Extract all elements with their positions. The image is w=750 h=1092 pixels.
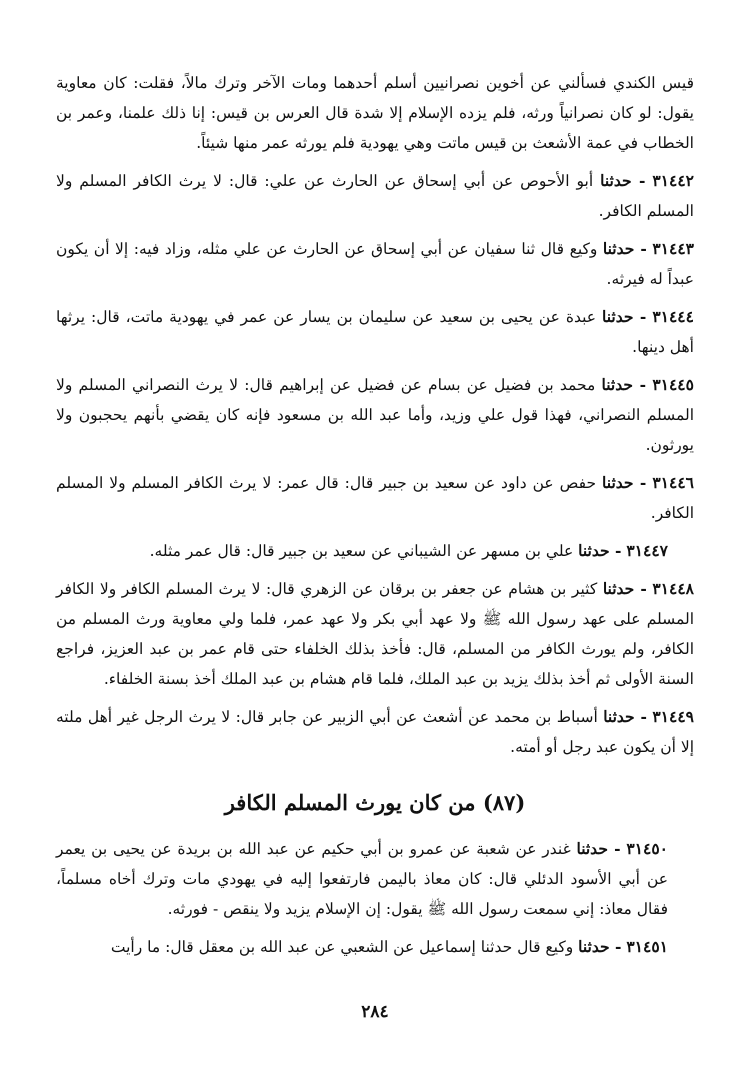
hadith-number: ٣١٤٥٠ (626, 839, 668, 858)
hadith-text: وكيع قال ثنا سفيان عن أبي إسحاق عن الحارث عن علي مثله، وزاد فيه: إلا أن يكون عبداً له فيرثه. (56, 240, 694, 288)
hadith-31451: ٣١٤٥١ - حدثنا وكيع قال حدثنا إسماعيل عن الشعبي عن عبد الله بن معقل قال: ما رأيت (110, 937, 668, 956)
hadith-31443: ٣١٤٤٣ - حدثنا وكيع قال ثنا سفيان عن أبي إسحاق عن الحارث عن علي مثله، وزاد فيه: إلا أن يكون عبداً له فيرثه. (56, 239, 694, 288)
hadith-number: ٣١٤٤٦ (652, 473, 694, 492)
hadith-text: كثير بن هشام عن جعفر بن برقان عن الزهري قال: لا يرث المسلم الكافر ولا الكافر المسلم على عهد رسول الله ﷺ ولا عهد أبي بكر ولا عهد عمر، فلما ولي معاوية ورث المسلم من الكافر، ولم يورث الكافر من المسلم، قال: فأخذ بذلك الخلفاء حتى قام عمر بن عبد العزيز، فراجع السنة الأولى ثم أخذ بذلك يزيد بن عبد الملك، فلما قام هشام بن عبد الملك أخذ بسنة الخلفاء. (56, 580, 694, 688)
hadith-number: ٣١٤٤٢ (652, 171, 694, 190)
hadith-text: عبدة عن يحيى بن سعيد عن سليمان بن يسار عن عمر في يهودية ماتت، قال: يرثها أهل دينها. (56, 308, 694, 356)
hadith-text: محمد بن فضيل عن بسام عن فضيل عن إبراهيم قال: لا يرث النصراني المسلم ولا المسلم النصراني، فهذا قول علي وزيد، وأما عبد الله بن مسعود فإنه كان يقضي بأنهم يحجبون ولا يورثون. (56, 376, 694, 454)
hadith-number: ٣١٤٥١ (626, 937, 668, 956)
hadith-head: حدثنا (576, 839, 608, 858)
hadith-31445: ٣١٤٤٥ - حدثنا محمد بن فضيل عن بسام عن فضيل عن إبراهيم قال: لا يرث النصراني المسلم ولا المسلم النصراني، فهذا قول علي وزيد، وأما عبد الله بن مسعود فإنه كان يقضي بأنهم يحجبون ولا يورثون. (56, 375, 694, 454)
hadith-head: حدثنا (578, 541, 610, 560)
hadith-text: أسباط بن محمد عن أشعث عن أبي الزبير عن جابر قال: لا يرث الرجل غير أهل ملته إلا أن يكون عبد رجل أو أمته. (56, 708, 694, 756)
hadith-31444: ٣١٤٤٤ - حدثنا عبدة عن يحيى بن سعيد عن سليمان بن يسار عن عمر في يهودية ماتت، قال: يرثها أهل دينها. (56, 307, 694, 356)
hadith-text: غندر عن شعبة عن عمرو بن أبي حكيم عن عبد الله بن بريدة عن يحيى بن يعمر عن أبي الأسود الدئلي قال: كان معاذ باليمن فارتفعوا إليه في يهودي مات وترك أخاه مسلماً، فقال معاذ: إني سمعت رسول الله ﷺ يقول: إن الإسلام يزيد ولا ينقص - فورثه. (56, 840, 668, 918)
hadith-31442: ٣١٤٤٢ - حدثنا أبو الأحوص عن أبي إسحاق عن الحارث عن علي: قال: لا يرث الكافر المسلم ولا المسلم الكافر. (56, 171, 694, 220)
hadith-31450: ٣١٤٥٠ - حدثنا غندر عن شعبة عن عمرو بن أبي حكيم عن عبد الله بن بريدة عن يحيى بن يعمر عن أبي الأسود الدئلي قال: كان معاذ باليمن فارتفعوا إليه في يهودي مات وترك أخاه مسلماً، فقال معاذ: إني سمعت رسول الله ﷺ يقول: إن الإسلام يزيد ولا ينقص - فورثه. (56, 839, 668, 918)
hadith-number: ٣١٤٤٣ (652, 239, 694, 258)
hadith-number: ٣١٤٤٤ (652, 307, 694, 326)
hadith-head: حدثنا (601, 375, 633, 394)
hadith-head: حدثنا (602, 579, 635, 598)
hadith-number: ٣١٤٤٧ (626, 541, 668, 560)
hadith-text: علي بن مسهر عن الشيباني عن سعيد بن جبير قال: قال عمر مثله. (149, 542, 574, 560)
hadith-text: وكيع قال حدثنا إسماعيل عن الشعبي عن عبد الله بن معقل قال: ما رأيت (110, 938, 574, 956)
hadith-head: حدثنا (600, 171, 632, 190)
intro-text: قيس الكندي فسألني عن أخوين نصرانيين أسلم أحدهما ومات الآخر وترك مالاً، فقلت: كان معاوية يقول: لو كان نصرانياً ورثه، فلم يزده الإسلام إلا شدة قال العرس بن قيس: إنا ذلك علمنا، وعمر بن الخطاب في عمة الأشعث بن قيس ماتت وهي يهودية فلم يورثه عمر منها شيئاً. (56, 74, 694, 152)
intro-paragraph (56, 68, 694, 158)
page-number: ٢٨٤ (361, 1002, 389, 1022)
chapter-heading: (٨٧) من كان يورث المسلم الكافر (224, 790, 526, 815)
hadith-number: ٣١٤٤٨ (652, 579, 694, 598)
hadith-number: ٣١٤٤٩ (652, 707, 694, 726)
hadith-31446: ٣١٤٤٦ - حدثنا حفص عن داود عن سعيد بن جبير قال: قال عمر: لا يرث الكافر المسلم ولا المسلم الكافر. (56, 473, 694, 522)
hadith-31449: ٣١٤٤٩ - حدثنا أسباط بن محمد عن أشعث عن أبي الزبير عن جابر قال: لا يرث الرجل غير أهل ملته إلا أن يكون عبد رجل أو أمته. (56, 707, 694, 756)
hadith-head: حدثنا (602, 473, 634, 492)
hadith-text: حفص عن داود عن سعيد بن جبير قال: قال عمر: لا يرث الكافر المسلم ولا المسلم الكافر. (56, 474, 694, 522)
hadith-text: أبو الأحوص عن أبي إسحاق عن الحارث عن علي: قال: لا يرث الكافر المسلم ولا المسلم الكافر. (56, 172, 694, 220)
hadith-head: حدثنا (602, 239, 635, 258)
hadith-number: ٣١٤٤٥ (652, 375, 694, 394)
hadith-head: حدثنا (603, 707, 635, 726)
hadith-31448: ٣١٤٤٨ - حدثنا كثير بن هشام عن جعفر بن برقان عن الزهري قال: لا يرث المسلم الكافر ولا الكافر المسلم على عهد رسول الله ﷺ ولا عهد أبي بكر ولا عهد عمر، فلما ولي معاوية ورث المسلم من الكافر، ولم يورث الكافر من المسلم، قال: فأخذ بذلك الخلفاء حتى قام عمر بن عبد العزيز، فراجع السنة الأولى ثم أخذ بذلك يزيد بن عبد الملك، فلما قام هشام بن عبد الملك أخذ بسنة الخلفاء. (56, 579, 694, 688)
hadith-31447: ٣١٤٤٧ - حدثنا علي بن مسهر عن الشيباني عن سعيد بن جبير قال: قال عمر مثله. (149, 541, 668, 560)
hadith-head: حدثنا (602, 307, 634, 326)
hadith-head: حدثنا (578, 937, 610, 956)
